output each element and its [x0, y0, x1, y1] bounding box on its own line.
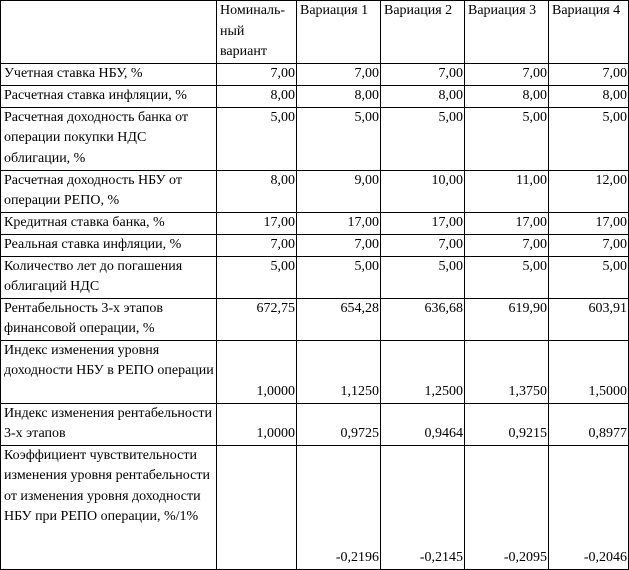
row-label: Индекс изменения рентабельности 3-х этапов [1, 403, 217, 445]
table-cell: -0,2196 [297, 445, 381, 569]
table-cell: 8,00 [381, 85, 465, 107]
table-cell: 8,00 [217, 170, 297, 212]
table-cell: 9,00 [297, 170, 381, 212]
table-cell: 5,00 [217, 107, 297, 170]
table-cell: 1,1250 [297, 340, 381, 403]
table-cell: 1,0000 [217, 403, 297, 445]
table-cell: 0,9725 [297, 403, 381, 445]
table-row [1, 298, 629, 340]
table-row [1, 340, 629, 403]
table-cell: 1,2500 [381, 340, 465, 403]
row-label: Рентабельность 3-х этапов финансовой операции, % [1, 298, 217, 340]
header-row [1, 1, 629, 64]
table-row [1, 234, 629, 256]
table-row [1, 256, 629, 298]
table-cell: -0,2145 [381, 445, 465, 569]
table-cell: 17,00 [297, 212, 381, 234]
table-row [1, 170, 629, 212]
header-cell-nominal: Номиналь-ный вариант [217, 1, 297, 64]
table-cell: 1,0000 [217, 340, 297, 403]
table-cell: 0,8977 [549, 403, 629, 445]
table-cell: 7,00 [465, 63, 549, 85]
table-cell: 10,00 [381, 170, 465, 212]
table-cell: 0,9464 [381, 403, 465, 445]
table-cell [217, 445, 297, 569]
table-cell: 7,00 [217, 234, 297, 256]
table-cell: 17,00 [549, 212, 629, 234]
table-cell: 17,00 [217, 212, 297, 234]
table-cell: 5,00 [217, 256, 297, 298]
table-cell: 5,00 [381, 107, 465, 170]
header-cell-empty [1, 1, 217, 64]
table-cell: 636,68 [381, 298, 465, 340]
table-cell: 672,75 [217, 298, 297, 340]
table-cell: 7,00 [465, 234, 549, 256]
table-cell: 7,00 [381, 234, 465, 256]
row-label: Расчетная доходность банка от операции покупки НДС облигации, % [1, 107, 217, 170]
table-cell: -0,2095 [465, 445, 549, 569]
table-cell: 8,00 [217, 85, 297, 107]
row-label: Учетная ставка НБУ, % [1, 63, 217, 85]
table-cell: 0,9215 [465, 403, 549, 445]
table-cell: 8,00 [297, 85, 381, 107]
header-cell-variation-3: Вариация 3 [465, 1, 549, 64]
table-cell: 603,91 [549, 298, 629, 340]
table-cell: 17,00 [465, 212, 549, 234]
table-cell: 5,00 [381, 256, 465, 298]
table-cell: 5,00 [297, 256, 381, 298]
row-label: Кредитная ставка банка, % [1, 212, 217, 234]
table-cell: 619,90 [465, 298, 549, 340]
row-label: Расчетная доходность НБУ от операции РЕПО, % [1, 170, 217, 212]
header-cell-variation-2: Вариация 2 [381, 1, 465, 64]
table-cell: 7,00 [297, 63, 381, 85]
header-cell-variation-4: Вариация 4 [549, 1, 629, 64]
table-cell: -0,2046 [549, 445, 629, 569]
table-cell: 7,00 [297, 234, 381, 256]
row-label: Реальная ставка инфляции, % [1, 234, 217, 256]
table-cell: 7,00 [549, 63, 629, 85]
table-cell: 5,00 [549, 107, 629, 170]
table-cell: 5,00 [465, 256, 549, 298]
table-cell: 8,00 [549, 85, 629, 107]
table-row [1, 85, 629, 107]
table-cell: 7,00 [217, 63, 297, 85]
row-label: Количество лет до погашения облигаций НДС [1, 256, 217, 298]
row-label: Расчетная ставка инфляции, % [1, 85, 217, 107]
table-cell: 5,00 [549, 256, 629, 298]
table-cell: 17,00 [381, 212, 465, 234]
row-label: Индекс изменения уровня доходности НБУ в РЕПО операции [1, 340, 217, 403]
table-cell: 12,00 [549, 170, 629, 212]
table-row [1, 63, 629, 85]
table-cell: 654,28 [297, 298, 381, 340]
table-row [1, 107, 629, 170]
table-cell: 5,00 [465, 107, 549, 170]
table-cell: 8,00 [465, 85, 549, 107]
table-cell: 1,3750 [465, 340, 549, 403]
table-cell: 5,00 [297, 107, 381, 170]
table-row [1, 403, 629, 445]
row-label: Коэффициент чувствительности изменения уровня рентабельности от изменения уровня доходности НБУ при РЕПО операции, %/1% [1, 445, 217, 569]
table-cell: 7,00 [381, 63, 465, 85]
table-row [1, 212, 629, 234]
table-row [1, 445, 629, 569]
table-cell: 11,00 [465, 170, 549, 212]
header-cell-variation-1: Вариация 1 [297, 1, 381, 64]
table-cell: 1,5000 [549, 340, 629, 403]
table-cell: 7,00 [549, 234, 629, 256]
